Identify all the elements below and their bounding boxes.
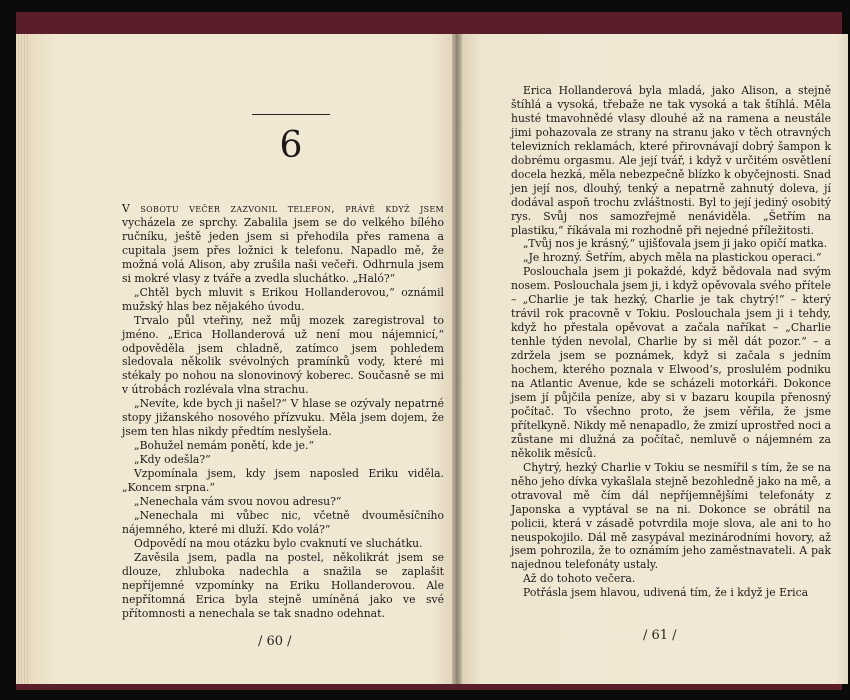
paragraph: Odpovědí na mou otázku bylo cvaknutí ve sluchátku. [134,536,423,550]
left-page [30,34,462,684]
paragraph: Erica Hollanderová byla mladá, jako Alison, a stejně štíhlá a vysoká, třebaže ne tak vysoká a tak štíhlá. Měla husté tmavohnědé vlasy dlouhé až na ramena a neustále jimi pohazovala ze strany na stranu jako v těch otravných televizních reklamách, které přirovnávají dobrý šampon k dobrému orgasmu. Ale její tvář, i když v určitém osvětlení docela hezká, měla nebezpečně blízko k obyčejnosti. Snad jen její nos, dlouhý, tenký a nepatrně zahnutý doleva, jí dodával aspoň trochu zvláštnosti. Byl to její jediný osobitý rys. Svůj nos samozřejmě nenáviděla. „Šetřím na plastiku,“ říkávala mi rozhodně při nejedné příležitosti. [511,84,831,237]
paragraph: „Nevíte, kde bych ji našel?“ V hlase se ozývaly nepatrné stopy jižanského nosového přízvuku. Měla jsem dojem, že jsem ten hlas nikdy předtím neslyšela. [122,397,444,439]
paragraph: „Nenechala mi vůbec nic, včetně dvouměsíčního nájemného, které mi dluží. Kdo volá?“ [122,508,444,536]
paragraph: Až do tohoto večera. [523,572,636,586]
paragraph: „Bohužel nemám ponětí, kde je.“ [134,439,314,453]
right-page-text [511,84,831,600]
opening-small-caps: V sobotu večer zazvonil telefon, právě když jsem [122,202,444,215]
paragraph: „Chtěl bych mluvit s Erikou Hollanderovou,“ oznámil mužský hlas bez nějakého úvodu. [122,285,444,313]
opening-paragraph [122,202,444,286]
paragraph: „Kdy odešla?“ [134,453,211,467]
open-book [16,12,842,690]
paragraph: Zavěsila jsem, padla na postel, několikrát jsem se dlouze, zhluboka nadechla a snažila se zaplašit nepříjemné vzpomínky na Eriku Hollanderovou. Ale nepřítomná Erica byla stejně umíněná jako ve své přítomnosti a nenechala se tak snadno odehnat. [122,550,444,620]
book-gutter [452,34,462,684]
paragraph: Chytrý, hezký Charlie v Tokiu se nesmířil s tím, že se na něho jeho dívka vykašlala stejně bezohledně jako na mě, a otravoval mě čím dál nepříjemnějšími telefonáty z Japonska a vyptával se na ni. Dokonce se obrátil na policii, která v zásadě potvrdila moje slova, ale ani to ho neuspokojilo. Dál mě zasypával mezinárodními hovory, až jsem pohrozila, že to oznámím jeho zaměstnavateli. A pak najednou telefonáty ustaly. [511,460,831,572]
paragraph: „Je hrozný. Šetřím, abych měla na plastickou operaci.“ [523,251,822,265]
chapter-number: 6 [279,125,303,166]
right-page [456,34,848,684]
chapter-rule [252,114,330,115]
page-number: / 60 / [258,634,292,649]
opening-rest: vycházela ze sprchy. Zabalila jsem se do velkého bílého ručníku, ještě jeden jsem si přehodila přes ramena a cupitala jsem přes ložnici k telefonu. Napadlo mě, že možná volá Alison, aby zrušila naši večeři. Odhrnula jsem si mokré vlasy z tváře a zvedla sluchátko. „Haló?“ [122,215,444,285]
paragraph: „Tvůj nos je krásný,“ ujišťovala jsem ji jako opičí matka. [523,237,828,251]
paragraph: Poslouchala jsem ji pokaždé, když bědovala nad svým nosem. Poslouchala jsem ji, i když opěvovala svého přítele – „Charlie je tak hezký, Charlie je tak chytrý!“ – který trávil rok pracovně v Tokiu. Poslouchala jsem ji i tehdy, když ho přestala opěvovat a začala naříkat – „Charlie tenhle týden nevolal, Charlie by si měl dát pozor.“ – a zdržela jsem se poznámek, když si začala s jedním hochem, kterého poznala v Elwood’s, proslulém podniku na Atlantic Avenue, kde se scházeli motorkáři. Dokonce jsem jí půjčila peníze, aby si v bazaru koupila přenosný počítač. To všechno proto, že jsem věřila, že jsme přítelkyně. Nikdy mě nenapadlo, že zmizí uprostřed noci a zůstane mi dlužná za počítač, nemluvě o nájemném za několik měsíců. [511,265,831,460]
paragraph: Potřásla jsem hlavou, udivená tím, že i když je Erica [523,586,809,600]
paragraph: Vzpomínala jsem, kdy jsem naposled Eriku viděla. „Koncem srpna.“ [122,467,444,495]
paragraph: „Nenechala vám svou novou adresu?“ [134,495,342,509]
paragraph: Trvalo půl vteřiny, než můj mozek zaregistroval to jméno. „Erica Hollanderová už není mou nájemnicí,“ odpověděla jsem chladně, zatímco jsem pohledem sledovala několik svévolných pramínků vody, které mi stékaly po nohou na slonovinový koberec. Současně se mi v útrobách rozlévala vlna strachu. [122,313,444,397]
page-number: / 61 / [643,628,677,643]
left-page-text [122,202,444,621]
